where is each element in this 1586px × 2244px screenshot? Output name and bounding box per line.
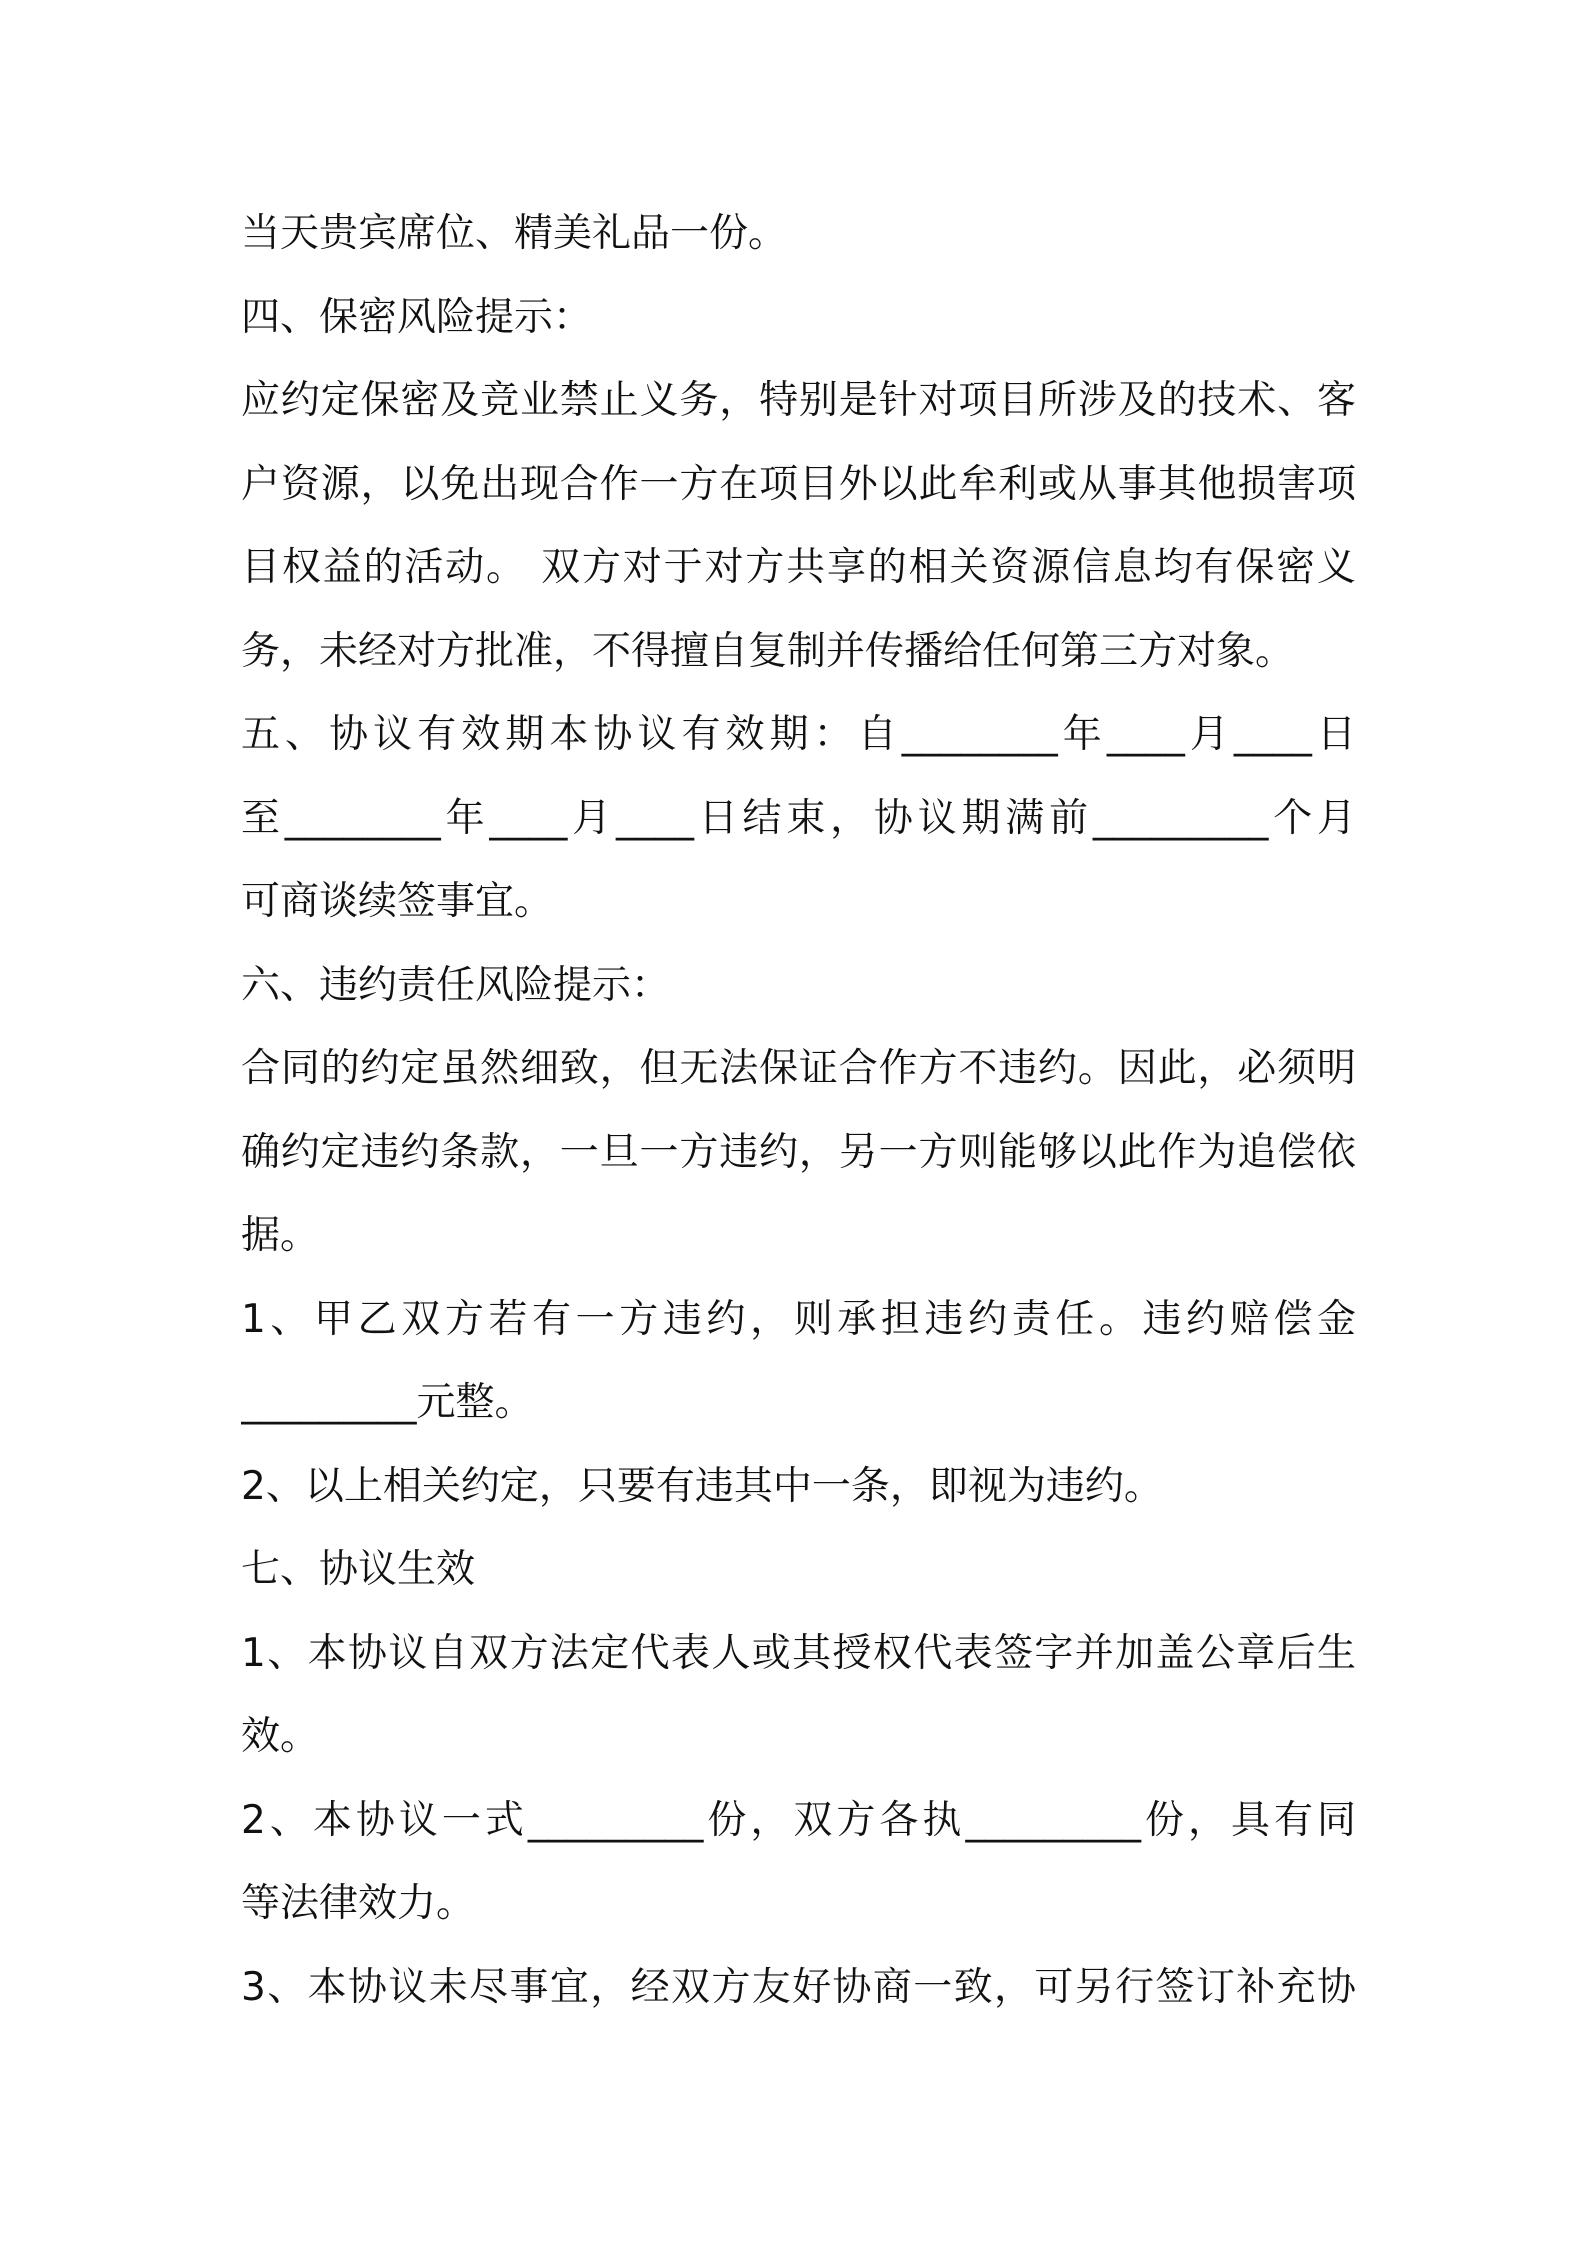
document-line: 应约定保密及竞业禁止义务，特别是针对项目所涉及的技术、客 [241, 378, 1356, 423]
document-line: 务，未经对方批准，不得擅自复制并传播给任何第三方对象。 [241, 628, 1295, 674]
document-line: 五、协议有效期本协议有效期：自________年____月____日 [241, 712, 1356, 757]
document-line: 效。 [241, 1714, 320, 1759]
document-line: 户资源，以免出现合作一方在项目外以此牟利或从事其他损害项 [241, 461, 1356, 507]
document-line: 六、违约责任风险提示： [241, 962, 671, 1008]
document-line: 目权益的活动。 双方对于对方共享的相关资源信息均有保密义 [241, 545, 1356, 590]
document-body [241, 192, 1356, 2029]
document-line: 当天贵宾席位、精美礼品一份。 [241, 211, 788, 256]
document-line: 四、保密风险提示： [241, 294, 593, 340]
document-line: 2、以上相关约定，只要有违其中一条，即视为违约。 [241, 1463, 1163, 1509]
document-line: 等法律效力。 [241, 1881, 476, 1926]
document-line: 合同的约定虽然细致，但无法保证合作方不违约。因此，必须明 [241, 1046, 1356, 1091]
document-line: _________元整。 [241, 1380, 534, 1425]
document-line: 1、甲乙双方若有一方违约，则承担违约责任。违约赔偿金 [241, 1296, 1356, 1342]
document-line: 确约定违约条款，一旦一方违约，另一方则能够以此作为追偿依 [241, 1129, 1356, 1175]
document-line: 可商谈续签事宜。 [241, 879, 554, 924]
document-line: 据。 [241, 1213, 320, 1258]
document-line: 1、本协议自双方法定代表人或其授权代表签字并加盖公章后生 [241, 1630, 1356, 1676]
document-line: 3、本协议未尽事宜，经双方友好协商一致，可另行签订补充协 [241, 1964, 1356, 2010]
document-line: 2、本协议一式_________份，双方各执_________份，具有同 [241, 1797, 1356, 1843]
document-line: 七、协议生效 [241, 1547, 476, 1592]
document-line: 至________年____月____日结束，协议期满前_________个月 [241, 795, 1356, 841]
